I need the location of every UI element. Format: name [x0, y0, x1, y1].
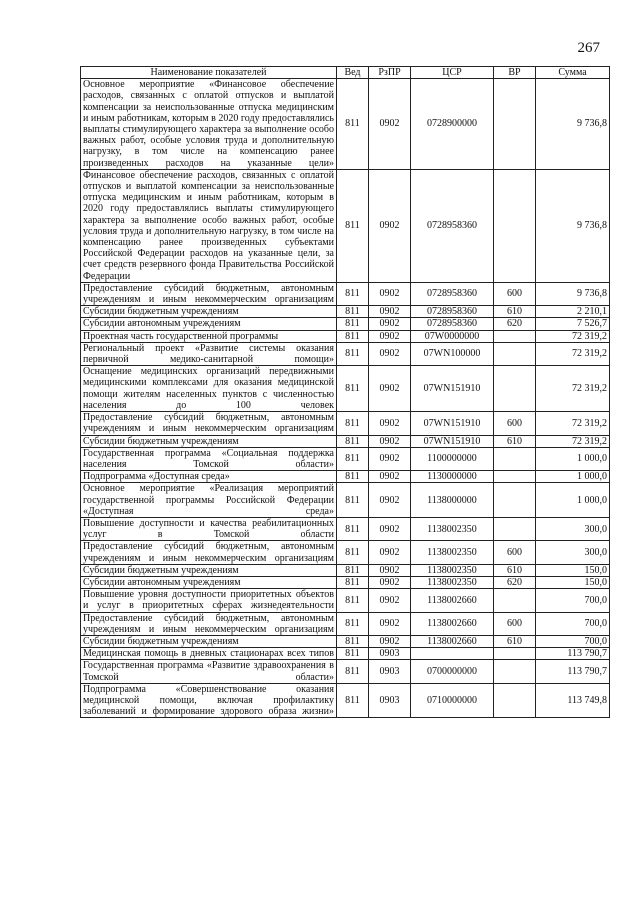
row-vr: [494, 589, 536, 612]
row-ved: 811: [337, 471, 369, 483]
row-rzpr: 0903: [369, 648, 411, 660]
table-row: [81, 471, 610, 483]
row-name: Субсидии автономным учреждениям: [81, 576, 337, 588]
row-csr: 07WN151910: [411, 435, 494, 447]
row-csr: 0728958360: [411, 282, 494, 305]
row-name: Основное мероприятие «Реализация мероприятий государственной программы Российской Федерации «Доступная среда»: [81, 483, 337, 518]
row-sum: 72 319,2: [536, 342, 610, 365]
row-name: Субсидии бюджетным учреждениям: [81, 564, 337, 576]
row-sum: 113 790,7: [536, 648, 610, 660]
row-name: Оснащение медицинских организаций передвижными медицинскими комплексами для оказания медицинской помощи жителям населенных пунктов с численностью населения до 100 человек: [81, 366, 337, 412]
row-sum: 700,0: [536, 589, 610, 612]
row-sum: 9 736,8: [536, 282, 610, 305]
row-sum: 72 319,2: [536, 412, 610, 435]
row-ved: 811: [337, 169, 369, 282]
row-name: Субсидии автономным учреждениям: [81, 318, 337, 330]
row-rzpr: 0902: [369, 483, 411, 518]
row-csr: 1100000000: [411, 447, 494, 470]
header-rzpr: РзПР: [369, 67, 411, 79]
row-csr: 0728958360: [411, 169, 494, 282]
header-ved: Вед: [337, 67, 369, 79]
row-rzpr: 0902: [369, 564, 411, 576]
row-vr: 620: [494, 318, 536, 330]
row-rzpr: 0902: [369, 342, 411, 365]
row-csr: 0728958360: [411, 318, 494, 330]
row-ved: 811: [337, 282, 369, 305]
row-ved: 811: [337, 648, 369, 660]
row-ved: 811: [337, 660, 369, 683]
row-csr: 1130000000: [411, 471, 494, 483]
row-vr: 600: [494, 541, 536, 564]
table-row: [81, 342, 610, 365]
row-name: Субсидии бюджетным учреждениям: [81, 635, 337, 647]
row-name: Основное мероприятие «Финансовое обеспечение расходов, связанных с оплатой отпусков и выплатой компенсации за неиспользованные отпуска медицинским и иным работникам, которым в 2020 году предоставлялись выплаты стимулирующего характера за выполнение особо важных работ, особые условия труда и дополнительную нагрузку, в том числе на компенсацию ранее произведенных расходов на указанные цели»: [81, 79, 337, 170]
row-rzpr: 0902: [369, 435, 411, 447]
table-row: [81, 541, 610, 564]
row-name: Предоставление субсидий бюджетным, автономным учреждениям и иным некоммерческим организациям: [81, 282, 337, 305]
table-row: [81, 612, 610, 635]
table-row: [81, 282, 610, 305]
row-name: Предоставление субсидий бюджетным, автономным учреждениям и иным некоммерческим организациям: [81, 412, 337, 435]
row-csr: 07WN100000: [411, 342, 494, 365]
table-row: [81, 517, 610, 540]
table-row: [81, 79, 610, 170]
row-vr: [494, 447, 536, 470]
row-vr: [494, 330, 536, 342]
header-csr: ЦСР: [411, 67, 494, 79]
row-vr: 610: [494, 306, 536, 318]
table-row: [81, 589, 610, 612]
row-name: Подпрограмма «Доступная среда»: [81, 471, 337, 483]
table-row: [81, 306, 610, 318]
row-vr: [494, 366, 536, 412]
row-name: Государственная программа «Социальная поддержка населения Томской области»: [81, 447, 337, 470]
row-rzpr: 0902: [369, 471, 411, 483]
row-name: Предоставление субсидий бюджетным, автономным учреждениям и иным некоммерческим организациям: [81, 541, 337, 564]
page-number: 267: [577, 40, 600, 56]
row-csr: 0700000000: [411, 660, 494, 683]
table-row: [81, 648, 610, 660]
row-sum: 7 526,7: [536, 318, 610, 330]
row-csr: [411, 648, 494, 660]
row-ved: 811: [337, 564, 369, 576]
row-rzpr: 0902: [369, 282, 411, 305]
row-name: Финансовое обеспечение расходов, связанных с оплатой отпусков и выплатой компенсации за неиспользованные отпуска медицинским и иным работникам, которым в 2020 году предоставлялись выплаты стимулирующего характера за выполнение особо важных работ, особые условия труда и дополнительную нагрузку, в том числе на компенсацию ранее произведенных субъектами Российской Федерации расходов на указанные цели, за счет средств резервного фонда Правительства Российской Федерации: [81, 169, 337, 282]
row-rzpr: 0902: [369, 366, 411, 412]
row-sum: 150,0: [536, 564, 610, 576]
table-row: [81, 660, 610, 683]
table-row: [81, 412, 610, 435]
row-ved: 811: [337, 635, 369, 647]
row-sum: 700,0: [536, 635, 610, 647]
row-vr: [494, 517, 536, 540]
row-ved: 811: [337, 79, 369, 170]
row-csr: 1138002350: [411, 564, 494, 576]
table-row: [81, 366, 610, 412]
row-csr: 0728900000: [411, 79, 494, 170]
row-name: Подпрограмма «Совершенствование оказания медицинской помощи, включая профилактику заболеваний и формирование здорового образа жизни»: [81, 683, 337, 718]
row-rzpr: 0902: [369, 541, 411, 564]
row-ved: 811: [337, 306, 369, 318]
row-rzpr: 0902: [369, 330, 411, 342]
row-rzpr: 0902: [369, 306, 411, 318]
header-sum: Сумма: [536, 67, 610, 79]
row-vr: [494, 342, 536, 365]
row-csr: 0710000000: [411, 683, 494, 718]
row-sum: 113 749,8: [536, 683, 610, 718]
row-vr: 600: [494, 412, 536, 435]
row-csr: 1138002350: [411, 517, 494, 540]
row-ved: 811: [337, 366, 369, 412]
row-vr: 610: [494, 635, 536, 647]
row-ved: 811: [337, 318, 369, 330]
row-rzpr: 0902: [369, 635, 411, 647]
row-vr: [494, 648, 536, 660]
table-row: [81, 483, 610, 518]
row-rzpr: 0902: [369, 517, 411, 540]
table-row: [81, 683, 610, 718]
row-rzpr: 0903: [369, 683, 411, 718]
row-csr: 1138002660: [411, 612, 494, 635]
row-sum: 9 736,8: [536, 169, 610, 282]
row-name: Государственная программа «Развитие здравоохранения в Томской области»: [81, 660, 337, 683]
row-ved: 811: [337, 576, 369, 588]
row-csr: 1138002350: [411, 541, 494, 564]
row-rzpr: 0902: [369, 612, 411, 635]
row-csr: 1138002660: [411, 589, 494, 612]
row-rzpr: 0902: [369, 318, 411, 330]
row-csr: 1138000000: [411, 483, 494, 518]
row-sum: 1 000,0: [536, 483, 610, 518]
row-name: Повышение доступности и качества реабилитационных услуг в Томской области: [81, 517, 337, 540]
budget-table: [80, 66, 610, 718]
row-sum: 72 319,2: [536, 366, 610, 412]
row-rzpr: 0902: [369, 169, 411, 282]
row-sum: 700,0: [536, 612, 610, 635]
row-vr: 620: [494, 576, 536, 588]
row-name: Проектная часть государственной программы: [81, 330, 337, 342]
header-name: Наименование показателей: [81, 67, 337, 79]
row-vr: 610: [494, 435, 536, 447]
table-row: [81, 330, 610, 342]
table-row: [81, 169, 610, 282]
row-vr: [494, 660, 536, 683]
row-csr: 07WN151910: [411, 412, 494, 435]
row-vr: 610: [494, 564, 536, 576]
row-ved: 811: [337, 447, 369, 470]
table-header-row: [81, 67, 610, 79]
row-vr: [494, 169, 536, 282]
row-sum: 72 319,2: [536, 435, 610, 447]
row-ved: 811: [337, 483, 369, 518]
row-rzpr: 0902: [369, 576, 411, 588]
row-name: Повышение уровня доступности приоритетных объектов и услуг в приоритетных сферах жизнедеятельности: [81, 589, 337, 612]
row-ved: 811: [337, 435, 369, 447]
row-name: Субсидии бюджетным учреждениям: [81, 306, 337, 318]
row-vr: 600: [494, 612, 536, 635]
row-sum: 2 210,1: [536, 306, 610, 318]
row-sum: 300,0: [536, 517, 610, 540]
row-vr: [494, 471, 536, 483]
table-row: [81, 635, 610, 647]
row-rzpr: 0902: [369, 589, 411, 612]
row-sum: 9 736,8: [536, 79, 610, 170]
row-name: Региональный проект «Развитие системы оказания первичной медико-санитарной помощи»: [81, 342, 337, 365]
row-rzpr: 0902: [369, 447, 411, 470]
row-sum: 150,0: [536, 576, 610, 588]
table-row: [81, 435, 610, 447]
row-ved: 811: [337, 330, 369, 342]
row-sum: 1 000,0: [536, 447, 610, 470]
table-row: [81, 318, 610, 330]
row-vr: 600: [494, 282, 536, 305]
row-name: Субсидии бюджетным учреждениям: [81, 435, 337, 447]
row-vr: [494, 483, 536, 518]
header-vr: ВР: [494, 67, 536, 79]
row-sum: 1 000,0: [536, 471, 610, 483]
row-rzpr: 0902: [369, 412, 411, 435]
row-rzpr: 0902: [369, 79, 411, 170]
row-ved: 811: [337, 683, 369, 718]
row-ved: 811: [337, 412, 369, 435]
table-row: [81, 564, 610, 576]
row-ved: 811: [337, 517, 369, 540]
row-name: Предоставление субсидий бюджетным, автономным учреждениям и иным некоммерческим организациям: [81, 612, 337, 635]
row-csr: 07WN151910: [411, 366, 494, 412]
row-sum: 72 319,2: [536, 330, 610, 342]
row-sum: 113 790,7: [536, 660, 610, 683]
row-ved: 811: [337, 589, 369, 612]
row-sum: 300,0: [536, 541, 610, 564]
row-rzpr: 0903: [369, 660, 411, 683]
row-ved: 811: [337, 541, 369, 564]
row-ved: 811: [337, 342, 369, 365]
row-csr: 1138002350: [411, 576, 494, 588]
row-csr: 1138002660: [411, 635, 494, 647]
row-csr: 07W0000000: [411, 330, 494, 342]
row-name: Медицинская помощь в дневных стационарах всех типов: [81, 648, 337, 660]
row-vr: [494, 683, 536, 718]
table-row: [81, 447, 610, 470]
table-row: [81, 576, 610, 588]
row-ved: 811: [337, 612, 369, 635]
row-vr: [494, 79, 536, 170]
row-csr: 0728958360: [411, 306, 494, 318]
